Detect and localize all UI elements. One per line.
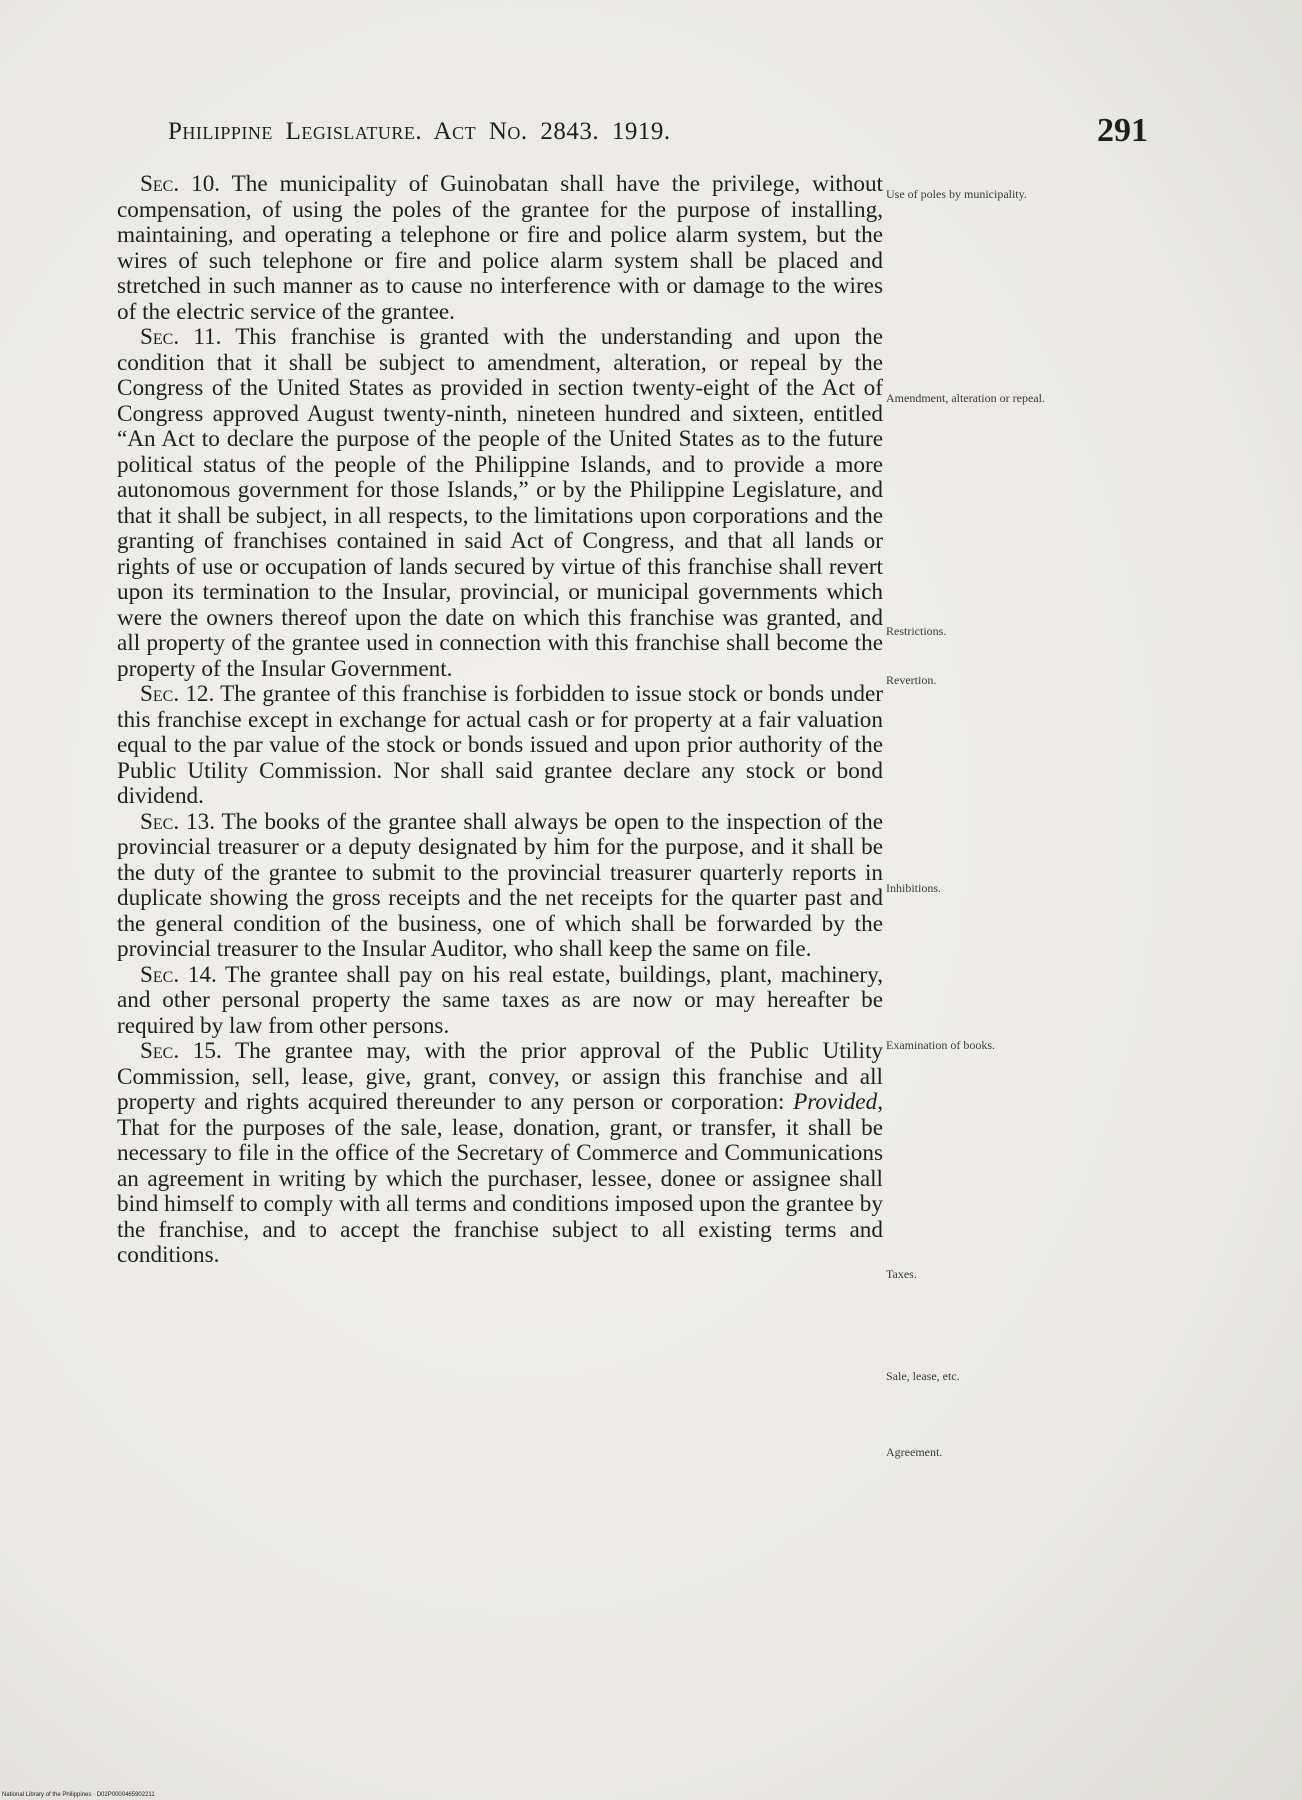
margin-note-agreement: Agreement. — [886, 1445, 943, 1459]
section-15 — [117, 1039, 883, 1269]
section-text: The grantee may, with the prior approval of the Public Utility Commission, sell, lease, give, grant, convey, or assign this franchise and all property and rights acquired thereunder to any person or corporation: — [117, 1038, 883, 1115]
section-text: The grantee shall pay on his real estate, buildings, plant, machinery, and other personal property the same taxes as are now or may hereafter be required by law from other persons. — [117, 961, 884, 1039]
page-header — [168, 112, 1148, 162]
section-text-continued: That for the purposes of the sale, lease, donation, grant, or transfer, it shall be necessary to file in the office of the Secretary of Commerce and Communications an agreement in writing by which the purchaser, lessee, donee or assignee shall bind himself to comply with all terms and conditions imposed upon the grantee by the franchise, and to accept the franchise subject to all existing terms and conditions. — [117, 1114, 883, 1268]
body-text — [117, 172, 883, 1269]
section-label: Sec. 10. — [140, 171, 221, 197]
section-11 — [117, 325, 883, 682]
section-label: Sec. 14. — [140, 961, 217, 988]
section-12 — [117, 682, 883, 810]
margin-note-use-of-poles: Use of poles by municipality. — [886, 187, 1027, 201]
page-number: 291 — [1097, 112, 1148, 149]
margin-note-sale-lease: Sale, lease, etc. — [886, 1369, 960, 1383]
library-credit: National Library of the Philippines · D02P0000465902211 — [2, 1792, 155, 1798]
section-text: This franchise is granted with the understanding and upon the condition that it shall be subject to amendment, alteration, or repeal by the Congress of the United States as provided in section twenty-eight of the Act of Congress approved August twenty-ninth, nineteen hundred and sixteen, entitled “An Act to declare the purpose of the people of the United States as to the future political status of the people of the Philippine Islands, and to provide a more autonomous government for those Islands,” or by the Philippine Legislature, and that it shall be subject, in all respects, to the limitations upon corporations and the granting of franchises contained in said Act of Congress, and that all lands or rights of use or occupation of lands secured by virtue of this franchise shall revert upon its termination to the Insular, provincial, or municipal governments which were the owners thereof upon the date on which this franchise was granted, and all property of the grantee used in connection with this franchise shall become the property of the Insular Government. — [117, 324, 883, 682]
section-label: Sec. 13. — [140, 808, 216, 835]
section-14 — [117, 963, 883, 1040]
margin-note-amendment: Amendment, alteration or repeal. — [886, 391, 1045, 405]
margin-note-examination: Examination of books. — [886, 1038, 995, 1052]
margin-note-taxes: Taxes. — [886, 1267, 917, 1281]
section-label: Sec. 11. — [140, 324, 222, 350]
section-text: The municipality of Guinobatan shall have the privilege, without compensation, of using the poles of the grantee for the purpose of installing, maintaining, and operating a telephone or fire and police alarm system, but the wires of such telephone or fire and police alarm system shall be placed and stretched in such manner as to cause no interference with or damage to the wires of the electric service of the grantee. — [117, 171, 883, 325]
margin-note-inhibitions: Inhibitions. — [886, 881, 942, 895]
section-text: The grantee of this franchise is forbidden to issue stock or bonds under this franchise except in exchange for actual cash or for property at a fair valuation equal to the par value of the stock or bonds issued and upon prior authority of the Public Utility Commission. Nor shall said grantee declare any stock or bond dividend. — [117, 681, 883, 809]
running-head: Philippine Legislature. Act No. 2843. 1919. — [168, 118, 671, 145]
section-text: The books of the grantee shall always be open to the inspection of the provincial treasurer or a deputy designated by him for the purpose, and it shall be the duty of the grantee to submit to the provincial treasurer quarterly reports in duplicate showing the gross receipts and the net receipts for the quarter past and the general condition of the business, one of which shall be forwarded by the provincial treasurer to the Insular Auditor, who shall keep the same on file. — [117, 808, 883, 962]
proviso-word: Provided, — [793, 1089, 883, 1115]
margin-note-restrictions: Restrictions. — [886, 624, 947, 638]
margin-note-revertion: Revertion. — [886, 673, 937, 687]
section-13 — [117, 810, 883, 963]
section-label: Sec. 15. — [140, 1038, 222, 1064]
section-label: Sec. 12. — [140, 681, 215, 707]
section-10 — [117, 172, 883, 325]
